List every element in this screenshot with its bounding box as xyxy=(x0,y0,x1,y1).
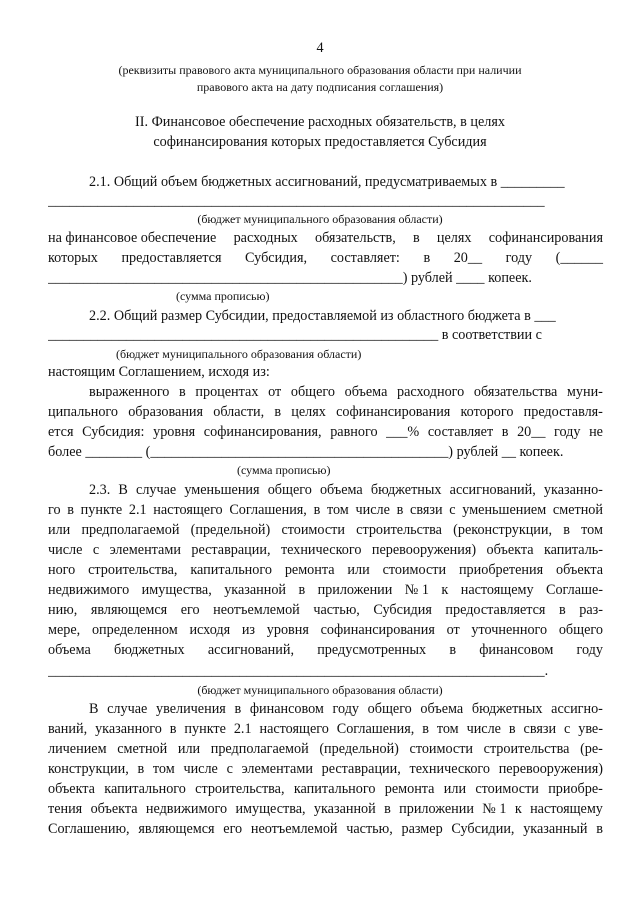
word: Субсидия: xyxy=(82,424,145,440)
word: № 1 xyxy=(482,801,507,817)
word: объекта xyxy=(48,781,95,797)
word: в xyxy=(501,424,509,440)
p22-line-5 xyxy=(48,402,603,422)
word: (реконструкции, xyxy=(453,522,553,538)
word: или xyxy=(177,741,201,757)
word: Соглашению, xyxy=(48,821,130,837)
word: числе xyxy=(466,721,501,737)
word: неотъемлемой xyxy=(250,821,338,837)
word: строительства, xyxy=(195,781,285,797)
word: Соглашения, xyxy=(229,502,307,518)
word: в xyxy=(234,701,242,717)
word: объекта xyxy=(556,562,603,578)
word: перевооружения) xyxy=(371,542,477,558)
word: настоящего xyxy=(153,502,223,518)
word: целях xyxy=(291,404,326,420)
word: с xyxy=(449,502,456,518)
word: в xyxy=(137,761,145,777)
p22-line-6 xyxy=(48,422,603,442)
word: объема xyxy=(319,482,363,498)
word: 2.1 xyxy=(233,721,252,737)
word: софинансирования, xyxy=(203,424,322,440)
word: ваний, xyxy=(48,721,88,737)
word: предполагаемой xyxy=(81,522,180,538)
word: в xyxy=(67,502,74,518)
word: к xyxy=(514,801,522,817)
word: в xyxy=(422,721,429,737)
word: которых xyxy=(48,250,98,266)
word: пункте xyxy=(184,721,226,737)
word: с xyxy=(92,542,100,558)
word: Субсидия xyxy=(373,602,432,618)
word: технического xyxy=(409,761,490,777)
word: образования xyxy=(128,404,204,420)
word: области, xyxy=(213,404,265,420)
word: расходных xyxy=(233,230,298,246)
word: № 1 xyxy=(404,582,429,598)
word: настоящему xyxy=(460,582,534,598)
word: Соглашения, xyxy=(336,721,415,737)
p22-line-3: настоящим Соглашением, исходя из: xyxy=(48,364,270,380)
p23-line xyxy=(48,500,603,520)
word: в xyxy=(384,801,391,817)
p22-line-2: _______________________________________________________ в соответствии с xyxy=(48,327,542,343)
header-note-line-2: правового акта на дату подписания соглашения) xyxy=(196,80,444,94)
word: элементами xyxy=(109,542,181,558)
word: личением xyxy=(48,741,107,757)
word: обязательства xyxy=(473,384,558,400)
word: софинансирования xyxy=(320,622,435,638)
word: том xyxy=(436,721,459,737)
word: предоставляется xyxy=(445,602,546,618)
word: указанной xyxy=(224,582,287,598)
word: сметной xyxy=(552,502,603,518)
word: конструкции, xyxy=(48,761,129,777)
word: в xyxy=(563,522,570,538)
word: недвижимого xyxy=(145,801,228,817)
word: или xyxy=(347,562,370,578)
word: приобре- xyxy=(548,781,603,797)
word: софинансирования xyxy=(336,404,451,420)
word: уровня xyxy=(153,424,196,440)
word: общего xyxy=(367,701,412,717)
p23-line xyxy=(48,640,603,660)
word: в xyxy=(559,602,566,618)
header-note-line-1: (реквизиты правового акта муниципального образования области при наличии xyxy=(118,63,522,77)
word: в xyxy=(274,404,282,420)
word: объема xyxy=(344,384,388,400)
word: случае xyxy=(136,482,177,498)
word: уменьшения xyxy=(184,482,260,498)
word: Субсидии, xyxy=(451,821,515,837)
word: капитального xyxy=(190,562,272,578)
word: тения xyxy=(48,801,83,817)
p21-line-4 xyxy=(48,248,603,268)
word: том xyxy=(152,761,175,777)
word: от xyxy=(446,622,460,638)
word: стоимости xyxy=(475,781,539,797)
p24-line xyxy=(48,739,603,759)
section-title-line-1: II. Финансовое обеспечение расходных обязательств, в целях xyxy=(135,114,505,130)
p23-note: (бюджет муниципального образования области) xyxy=(197,683,443,697)
word: ного xyxy=(48,562,76,578)
p22-line-7: более ________ (__________________________________________) рублей __ копеек. xyxy=(48,444,564,460)
word: ассигно- xyxy=(551,701,603,717)
word: 20__ xyxy=(517,424,546,440)
word: софинансирования xyxy=(488,230,603,246)
word: ассигнований, xyxy=(207,642,294,658)
word: строительства xyxy=(356,522,442,538)
p23-line xyxy=(48,620,603,640)
word: указанной xyxy=(313,801,376,817)
word: которого xyxy=(460,404,514,420)
word: бюджетных xyxy=(370,482,442,498)
word: в xyxy=(449,642,457,658)
p23-blank-line: ______________________________________________________________________. xyxy=(48,663,549,679)
word: том xyxy=(581,522,603,538)
word: приложении xyxy=(399,801,474,817)
word: определенном xyxy=(91,622,178,638)
word: на финансовое обеспечение xyxy=(48,230,217,246)
word: из xyxy=(241,622,256,638)
word: ассигнований, xyxy=(449,482,536,498)
word: в xyxy=(423,250,431,266)
word: составляет xyxy=(427,424,494,440)
word: пункте xyxy=(80,502,123,518)
word: стоимости xyxy=(281,522,345,538)
word: В xyxy=(118,482,128,498)
word: капитального xyxy=(104,781,186,797)
word: расходного xyxy=(397,384,465,400)
word: размер xyxy=(401,821,443,837)
word: уменьшением xyxy=(462,502,547,518)
word: числе xyxy=(183,761,218,777)
word: объекта xyxy=(486,542,534,558)
word: его xyxy=(223,821,243,837)
word: раз- xyxy=(579,602,603,618)
word: го xyxy=(48,502,61,518)
word: строительства xyxy=(483,741,570,757)
word: числе xyxy=(48,542,83,558)
word: нию, xyxy=(48,602,78,618)
word: числе xyxy=(355,502,390,518)
word: элементами xyxy=(241,761,313,777)
word: с xyxy=(563,721,571,737)
word: уве- xyxy=(578,721,603,737)
word: уровня xyxy=(266,622,309,638)
p23-line xyxy=(48,520,603,540)
p24-line xyxy=(89,699,603,719)
word: частью, xyxy=(346,821,393,837)
word: реставрации, xyxy=(321,761,401,777)
word: процентах xyxy=(195,384,259,400)
word: исходя xyxy=(189,622,231,638)
p24-line xyxy=(48,759,603,779)
word: (предельной) xyxy=(319,741,399,757)
word: бюджетных xyxy=(471,701,543,717)
word: составляет: xyxy=(330,250,400,266)
page-number: 4 xyxy=(316,40,324,56)
word: объема xyxy=(48,642,91,658)
word: общего xyxy=(290,384,335,400)
word: в xyxy=(298,582,306,598)
word: связи xyxy=(410,502,443,518)
word: финансовом xyxy=(479,642,554,658)
word: указанно- xyxy=(543,482,603,498)
word: не xyxy=(589,424,603,440)
word: стоимости xyxy=(382,562,447,578)
word: предоставля- xyxy=(523,404,603,420)
word: к xyxy=(441,582,449,598)
word: неотъемлемой xyxy=(213,602,300,618)
word: году xyxy=(505,250,533,266)
word: указанного xyxy=(95,721,162,737)
word: мере, xyxy=(48,622,81,638)
p21-note-1: (бюджет муниципального образования области) xyxy=(197,212,443,226)
word: выраженного xyxy=(89,384,170,400)
word: (предельной) xyxy=(190,522,271,538)
word: или xyxy=(48,522,71,538)
word: финансовом xyxy=(249,701,324,717)
word: равного xyxy=(330,424,378,440)
word: обязательств, xyxy=(314,230,396,246)
word: в xyxy=(596,821,603,837)
word: недвижимого xyxy=(48,582,130,598)
word: 2.3. xyxy=(89,482,111,498)
word: приложении xyxy=(317,582,393,598)
word: капиталь- xyxy=(543,542,603,558)
word: ремонта xyxy=(284,562,335,578)
word: случае xyxy=(107,701,148,717)
word: В xyxy=(89,701,99,717)
word: муни- xyxy=(566,384,603,400)
p23-line xyxy=(48,560,603,580)
p21-line-2: ______________________________________________________________________ xyxy=(48,193,545,209)
word: ___% xyxy=(386,424,420,440)
word: технического xyxy=(280,542,362,558)
p22-line-1: 2.2. Общий размер Субсидии, предоставляемой из областного бюджета в ___ xyxy=(89,308,556,324)
word: предполагаемой xyxy=(210,741,309,757)
word: Субсидия, xyxy=(245,250,308,266)
word: предоставляется xyxy=(121,250,222,266)
p21-note-2: (сумма прописью) xyxy=(176,289,270,303)
word: (______ xyxy=(555,250,603,266)
p24-line xyxy=(48,719,603,739)
word: его xyxy=(180,602,200,618)
word: объекта xyxy=(90,801,138,817)
word: связи xyxy=(523,721,557,737)
word: с xyxy=(226,761,233,777)
p23-line xyxy=(48,580,603,600)
word: в xyxy=(396,502,404,518)
word: в xyxy=(169,721,177,737)
word: общего xyxy=(267,482,312,498)
word: 20__ xyxy=(453,250,483,266)
p24-line xyxy=(48,799,603,819)
word: имущества, xyxy=(141,582,212,598)
word: или xyxy=(443,781,467,797)
word: ципального xyxy=(48,404,118,420)
p22-note-1: (бюджет муниципального образования области) xyxy=(116,347,362,361)
word: являющемся xyxy=(138,821,215,837)
word: строительства, xyxy=(88,562,178,578)
word: ется xyxy=(48,424,74,440)
word: настоящего xyxy=(259,721,329,737)
p21-line-5: __________________________________________________) рублей ____ копеек. xyxy=(48,270,532,286)
word: частью, xyxy=(313,602,360,618)
word: уточненного xyxy=(471,622,548,638)
word: году xyxy=(332,701,360,717)
word: в xyxy=(413,230,420,246)
word: в xyxy=(508,721,516,737)
word: 2.1 xyxy=(128,502,147,518)
word: приобретения xyxy=(458,562,544,578)
word: бюджетных xyxy=(114,642,185,658)
word: целях xyxy=(436,230,472,246)
word: имущества, xyxy=(235,801,306,817)
word: настоящему xyxy=(530,801,603,817)
word: являющемся xyxy=(90,602,168,618)
word: в xyxy=(313,502,321,518)
p22-note-2: (сумма прописью) xyxy=(237,463,331,477)
p21-line-3 xyxy=(48,228,603,248)
word: в xyxy=(179,384,186,400)
word: том xyxy=(326,502,349,518)
word: увеличения xyxy=(155,701,226,717)
word: году xyxy=(554,424,581,440)
p23-line xyxy=(48,600,603,620)
word: предусмотренных xyxy=(317,642,427,658)
p22-line-4 xyxy=(89,382,603,402)
word: общего xyxy=(558,622,603,638)
word: стоимости xyxy=(409,741,474,757)
word: Соглаше- xyxy=(546,582,603,598)
section-title-line-2: софинансирования которых предоставляется Субсидия xyxy=(153,134,487,150)
word: году xyxy=(576,642,603,658)
word: (ре- xyxy=(580,741,603,757)
word: сметной xyxy=(117,741,168,757)
p24-line xyxy=(48,779,603,799)
word: ремонта xyxy=(384,781,435,797)
p23-line xyxy=(48,540,603,560)
p21-line-1: 2.1. Общий объем бюджетных ассигнований, предусматриваемых в _________ xyxy=(89,174,565,190)
p23-line xyxy=(89,480,603,500)
word: от xyxy=(268,384,282,400)
word: указанный xyxy=(523,821,588,837)
word: капитального xyxy=(293,781,376,797)
word: реставрации, xyxy=(191,542,271,558)
word: объема xyxy=(420,701,464,717)
p24-line xyxy=(48,819,603,839)
word: перевооружения) xyxy=(498,761,603,777)
